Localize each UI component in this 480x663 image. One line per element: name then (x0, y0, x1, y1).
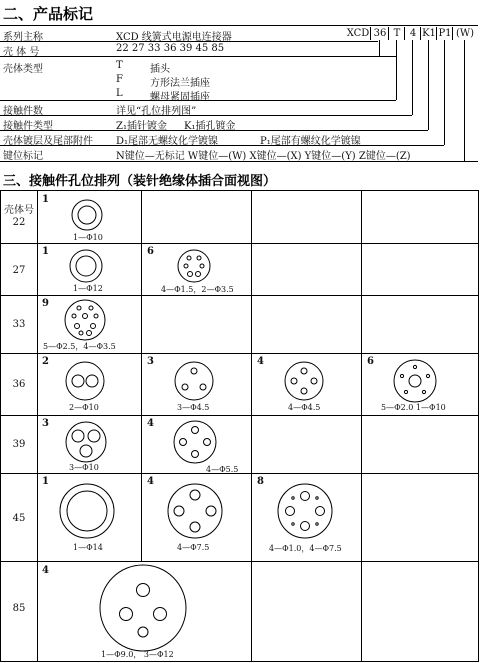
shell-header: 壳体号 (4, 205, 34, 216)
insert-diagram-27-1 (69, 249, 103, 283)
cell-caption: 4—Φ1.0，4—Φ7.5 (269, 544, 342, 553)
type-desc-t: 插头 (150, 64, 170, 75)
shell-value: 22 27 33 36 39 45 85 (116, 43, 225, 54)
shell-number: 33 (12, 319, 26, 330)
divider (0, 25, 478, 26)
cell-count: 6 (367, 356, 374, 367)
cell-caption: 4—Φ4.5 (288, 403, 321, 412)
cell-count: 4 (147, 418, 154, 429)
series-label: 系列主称 (3, 32, 43, 43)
insert-diagram-36-4 (284, 361, 324, 401)
cell-caption: 4—Φ7.5 (177, 543, 210, 552)
code-contacts: 4 (404, 27, 421, 40)
insert-diagram-36-6 (393, 359, 437, 403)
type-code-l: L (116, 88, 123, 99)
cell-count: 3 (42, 418, 49, 429)
plating-value: D₁尾部无螺纹化学镀镍 (116, 136, 219, 147)
cell-count: 1 (42, 194, 49, 205)
type-code-f: F (116, 74, 123, 85)
contact-type-label: 接触件类型 (3, 121, 53, 132)
code-series: XCD (346, 28, 370, 39)
cell-caption: 1—Φ9.0， 3—Φ12 (101, 650, 174, 659)
code-shell: 36 (370, 27, 389, 40)
cell-caption: 5—Φ2.0 1—Φ10 (381, 403, 446, 412)
insert-diagram-45-4 (167, 483, 223, 539)
cell-caption: 1—Φ10 (73, 233, 103, 242)
code-plating: P1 (436, 27, 453, 40)
cell-count: 9 (42, 298, 49, 309)
cell-count: 2 (42, 356, 49, 367)
shell-number: 39 (12, 439, 26, 450)
insert-diagram-33-9 (64, 299, 106, 341)
cell-count: 1 (42, 476, 49, 487)
shell-number: 85 (12, 603, 26, 614)
insert-diagram-39-3 (65, 421, 107, 463)
type-code-t: T (116, 60, 123, 71)
cell-caption: 5—Φ2.5，4—Φ3.5 (43, 342, 116, 351)
insert-diagram-85-4 (99, 564, 187, 652)
contact-type-value2: K₁插孔镀金 (184, 121, 236, 132)
cell-caption: 1—Φ14 (73, 543, 103, 552)
key-value: N键位—无标记 W键位—(W) X键位—(X) Y键位—(Y) Z键位—(Z) (116, 151, 411, 162)
cell-caption: 1—Φ12 (73, 284, 103, 293)
insert-diagram-39-4 (173, 420, 217, 464)
plating-value2: P₁尾部有螺纹化学镀镍 (260, 136, 361, 147)
shell-number: 22 (12, 217, 26, 228)
contact-type-value: Z₁插针镀金 (116, 121, 167, 132)
code-key: (W) (452, 27, 477, 40)
cell-caption: 4—Φ5.5 (206, 465, 239, 474)
insert-diagram-45-1 (59, 483, 115, 539)
section-title-contact-arrangement: 三、接触件孔位排列（装针绝缘体插合面视图） (3, 174, 277, 189)
cell-count: 4 (257, 356, 264, 367)
contact-arrangement-grid (0, 190, 479, 662)
cell-caption: 3—Φ4.5 (177, 403, 210, 412)
cell-count: 3 (147, 356, 154, 367)
cell-count: 4 (42, 565, 49, 576)
cell-caption: 4—Φ1.5，2—Φ3.5 (161, 285, 234, 294)
insert-diagram-36-2 (65, 361, 105, 401)
section-title-product-marking: 二、产品标记 (3, 5, 94, 23)
code-type: T (388, 27, 405, 40)
shell-number: 45 (12, 513, 26, 524)
insert-diagram-22-1 (71, 199, 103, 231)
cell-count: 8 (257, 476, 264, 487)
plating-label: 壳体镀层及尾部附件 (3, 136, 93, 147)
cell-caption: 3—Φ10 (69, 463, 99, 472)
insert-diagram-36-3 (174, 361, 214, 401)
insert-diagram-27-6 (177, 249, 211, 283)
cell-count: 4 (147, 476, 154, 487)
cell-count: 1 (42, 246, 49, 257)
cell-count: 6 (147, 246, 154, 257)
shell-number: 27 (12, 265, 26, 276)
insert-diagram-45-8 (277, 483, 333, 539)
contacts-value: 详见“孔位排列图” (116, 106, 197, 117)
type-label: 壳体类型 (3, 64, 43, 75)
shell-number: 36 (12, 379, 26, 390)
contacts-label: 接触件数 (3, 106, 43, 117)
type-desc-l: 螺母紧固插座 (150, 92, 210, 103)
shell-label: 壳 体 号 (3, 47, 40, 58)
cell-caption: 2—Φ10 (69, 403, 99, 412)
type-desc-f: 方形法兰插座 (150, 78, 210, 89)
code-contact-type: K1 (420, 27, 437, 40)
key-label: 键位标记 (3, 151, 43, 162)
series-value: XCD 线簧式电源电连接器 (116, 32, 232, 43)
